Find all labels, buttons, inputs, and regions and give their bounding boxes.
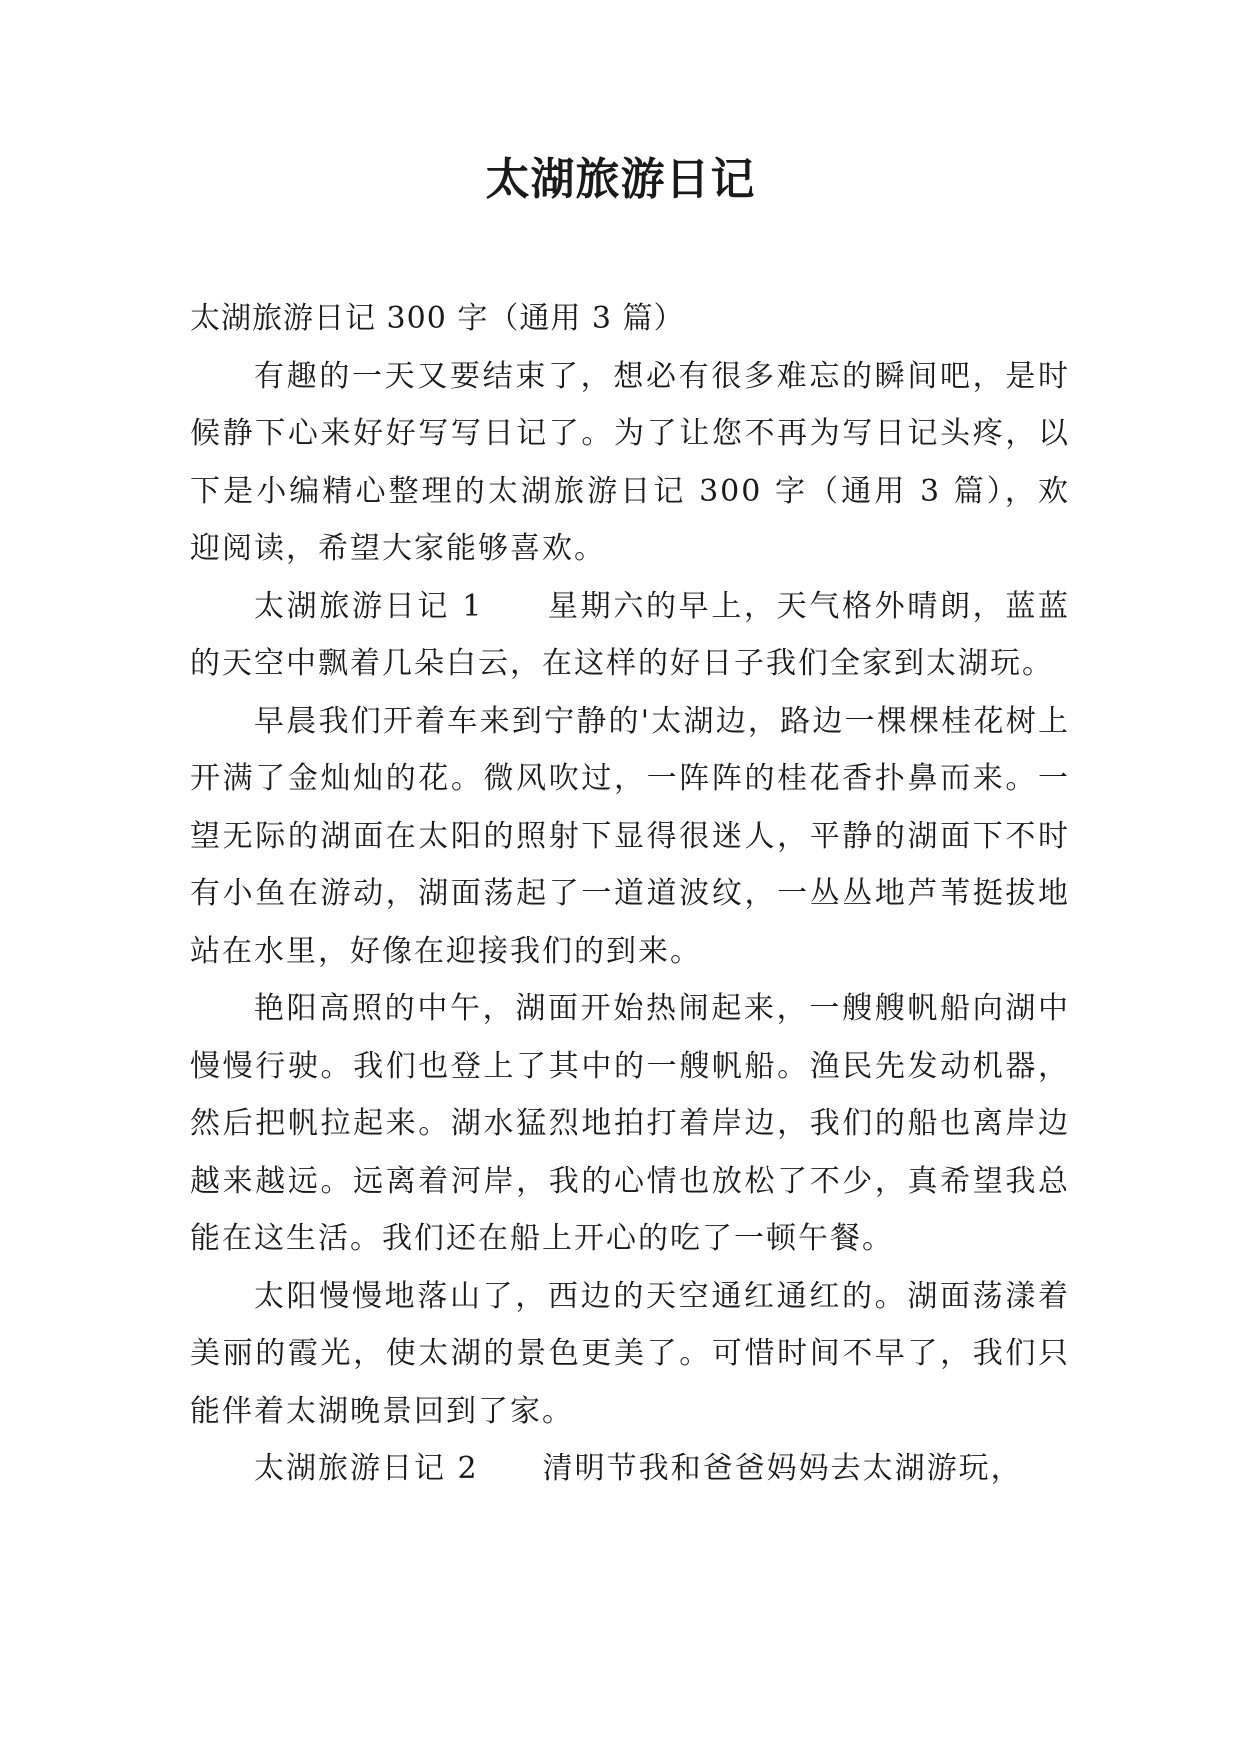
document-subtitle: 太湖旅游日记 300 字（通用 3 篇）	[190, 301, 685, 336]
section-2-heading: 太湖旅游日记 2	[254, 1451, 479, 1486]
body-paragraph-1: 早晨我们开着车来到宁静的'太湖边，路边一棵棵桂花树上开满了金灿灿的花。微风吹过，一阵阵的桂花香扑鼻而来。一望无际的湖面在太阳的照射下显得很迷人，平静的湖面下不时有小鱼在游动，湖面荡起了一道道波纹，一丛丛地芦苇挺拔地站在水里，好像在迎接我们的到来。	[190, 703, 1070, 969]
section-1-heading: 太湖旅游日记 1	[254, 588, 484, 624]
intro-paragraph: 有趣的一天又要结束了，想必有很多难忘的瞬间吧，是时候静下心来好好写写日记了。为了让您不再为写日记头疼，以下是小编精心整理的太湖旅游日记 300 字（通用 3 篇），欢迎阅读，希望大家能够喜欢。	[190, 358, 1070, 566]
body-paragraph-3: 太阳慢慢地落山了，西边的天空通红通红的。湖面荡漾着美丽的霞光，使太湖的景色更美了。可惜时间不早了，我们只能伴着太湖晚景回到了家。	[190, 1278, 1070, 1429]
body-paragraph-2: 艳阳高照的中午，湖面开始热闹起来，一艘艘帆船向湖中慢慢行驶。我们也登上了其中的一艘帆船。渔民先发动机器，然后把帆拉起来。湖水猛烈地拍打着岸边，我们的船也离岸边越来越远。远离着河岸，我的心情也放松了不少，真希望我总能在这生活。我们还在船上开心的吃了一顿午餐。	[190, 991, 1070, 1256]
section-1-paragraph	[190, 578, 1070, 693]
section-1-opening: 星期六的早上，天气格外晴朗，蓝蓝的天空中飘着几朵白云，在这样的好日子我们全家到太湖玩。	[190, 588, 1071, 681]
section-2-opening: 清明节我和爸爸妈妈去太湖游玩，	[542, 1451, 1023, 1486]
document-title: 太湖旅游日记	[485, 154, 756, 205]
document-body	[190, 290, 1070, 1498]
section-2-paragraph	[190, 1440, 1070, 1498]
